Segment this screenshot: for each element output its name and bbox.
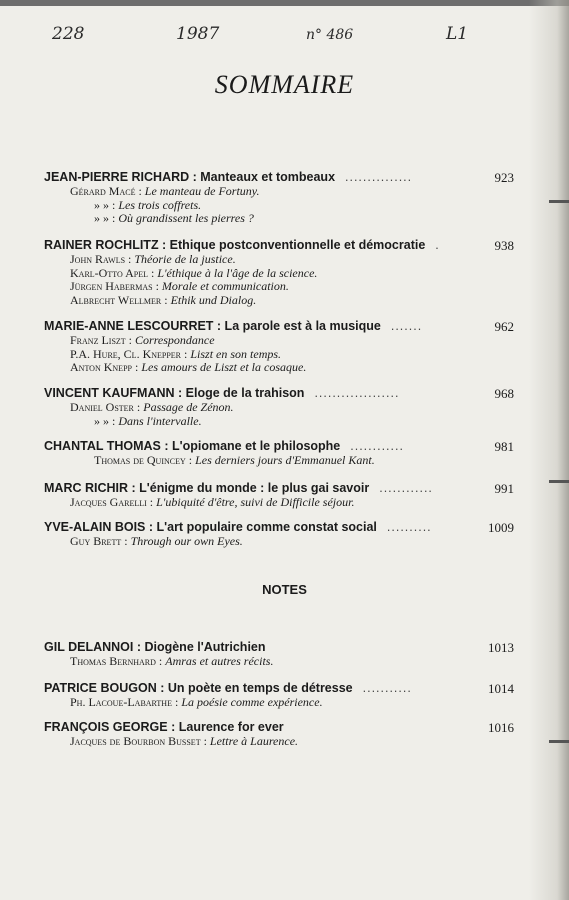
reviewed-work: Les trois coffrets. <box>118 197 202 212</box>
reviewed-author: » » <box>94 197 109 212</box>
entry-heading: PATRICE BOUGON : Un poète en temps de détresse <box>44 681 353 695</box>
binding-thread <box>549 200 569 203</box>
reviewed-author: Albrecht Wellmer <box>70 292 162 307</box>
reviewed-author: P.A. Hure, Cl. Knepper <box>70 346 182 361</box>
leader-dots: ................... <box>314 386 400 400</box>
page-number: 981 <box>494 439 514 454</box>
leader-dots: ........... <box>362 681 412 695</box>
reviewed-work: Lettre à Laurence. <box>209 734 299 748</box>
reviewed-author: Jacques Garelli <box>70 495 147 509</box>
handwritten-issue: n° 486 <box>306 27 354 43</box>
reviewed-work: Ethik und Dialog. <box>170 292 257 307</box>
handwritten-year: 1987 <box>176 24 220 44</box>
reviewed-author: Ph. Lacoue-Labarthe <box>70 695 172 709</box>
handwritten-ref: 228 <box>52 24 85 44</box>
leader-dots: ............ <box>350 439 404 453</box>
reviewed-author: Karl-Otto Apel <box>70 265 148 280</box>
reviewed-work: Les amours de Liszt et la cosaque. <box>141 360 307 374</box>
reviewed-author: Anton Knepp <box>70 360 132 374</box>
notes-entry: GIL DELANNOI : Diogène l'Autrichien 1013 Thomas Bernhard : Amras et autres récits. <box>44 640 514 668</box>
page-number: 991 <box>494 481 514 496</box>
binding-thread <box>549 740 569 743</box>
page-number: 938 <box>494 238 514 253</box>
leader-dots: ....... <box>390 319 423 333</box>
reviewed-author: Thomas de Quincey <box>94 453 186 467</box>
toc-entry: MARC RICHIR : L'énigme du monde : le plus gai savoir ............ 991 Jacques Garelli : L'ubiquité d'être, suivi de Difficile séjour. <box>44 481 514 509</box>
notes-entry: FRANÇOIS GEORGE : Laurence for ever 1016 Jacques de Bourbon Busset : Lettre à Laurence. <box>44 720 514 748</box>
page-number: 1013 <box>488 640 514 655</box>
toc-entry: CHANTAL THOMAS : L'opiomane et le philosophe ............ 981 Thomas de Quincey : Les derniers jours d'Emmanuel Kant. <box>44 439 514 467</box>
entry-heading: YVE-ALAIN BOIS : L'art populaire comme constat social <box>44 520 377 534</box>
notes-heading: NOTES <box>262 582 307 597</box>
entry-heading: MARIE-ANNE LESCOURRET : La parole est à la musique <box>44 319 381 333</box>
reviewed-work: Le manteau de Fortuny. <box>144 184 260 198</box>
reviewed-author: Jürgen Habermas <box>70 279 153 293</box>
reviewed-author: Franz Liszt <box>70 333 126 347</box>
page-number: 962 <box>494 319 514 334</box>
page-number: 1009 <box>488 520 514 535</box>
binding-thread <box>549 480 569 483</box>
page-number: 1014 <box>488 681 514 696</box>
page-number: 968 <box>494 386 514 401</box>
toc-entry: VINCENT KAUFMANN : Eloge de la trahison ................... 968 Daniel Oster : Passage de Zénon. » » : Dans l'intervalle. <box>44 386 514 428</box>
reviewed-work: La poésie comme expérience. <box>181 695 323 709</box>
reviewed-work: Passage de Zénon. <box>143 400 234 414</box>
entry-heading: JEAN-PIERRE RICHARD : Manteaux et tombeaux <box>44 170 336 184</box>
reviewed-author: John Rawls <box>70 252 126 266</box>
toc-entry: MARIE-ANNE LESCOURRET : La parole est à la musique ....... 962 Franz Liszt : Correspondance P.A. Hure, Cl. Knepper : Liszt en son temps. Anton Knepp : Les amours de Liszt et la cosaque. <box>44 319 514 374</box>
entry-heading: GIL DELANNOI : Diogène l'Autrichien <box>44 640 266 654</box>
leader-dots: .......... <box>386 520 432 534</box>
reviewed-work: Amras et autres récits. <box>165 654 274 668</box>
reviewed-author: Jacques de Bourbon Busset <box>70 734 201 748</box>
page-number: 1016 <box>488 720 514 735</box>
leader-dots: ............ <box>379 481 433 495</box>
entry-heading: MARC RICHIR : L'énigme du monde : le plus gai savoir <box>44 481 370 495</box>
reviewed-author: » » <box>94 211 109 225</box>
scan-top-edge <box>0 0 569 6</box>
leader-dots: ............... <box>345 170 413 184</box>
reviewed-work: L'ubiquité d'être, suivi de Difficile séjour. <box>156 495 355 509</box>
reviewed-author: » » <box>94 413 109 428</box>
reviewed-author: Guy Brett <box>70 534 122 548</box>
reviewed-work: Morale et communication. <box>161 279 289 293</box>
toc-entry: RAINER ROCHLITZ : Ethique postconventionnelle et démocratie . 938 John Rawls : Théorie de la justice. Karl-Otto Apel : L'éthique à la l'âge de la science. Jürgen Habermas : Morale et communication. Albrecht Wellmer : Ethik und Dialog. <box>44 238 514 307</box>
reviewed-work: Les derniers jours d'Emmanuel Kant. <box>195 453 375 467</box>
reviewed-work: Où grandissent les pierres ? <box>118 211 254 225</box>
entry-heading: RAINER ROCHLITZ : Ethique postconventionnelle et démocratie <box>44 238 426 252</box>
reviewed-work: Correspondance <box>135 333 215 347</box>
entry-heading: FRANÇOIS GEORGE : Laurence for ever <box>44 720 284 734</box>
leader-dots: . <box>435 238 440 252</box>
page-title: SOMMAIRE <box>214 70 355 99</box>
reviewed-work: Dans l'intervalle. <box>118 413 202 428</box>
reviewed-work: L'éthique à la l'âge de la science. <box>157 265 318 280</box>
toc-entry: JEAN-PIERRE RICHARD : Manteaux et tombeaux ............... 923 Gérard Macé : Le manteau de Fortuny. » » : Les trois coffrets. » » : Où grandissent les pierres ? <box>44 170 514 225</box>
reviewed-work: Liszt en son temps. <box>190 346 282 361</box>
reviewed-author: Gérard Macé <box>70 184 136 198</box>
reviewed-author: Thomas Bernhard <box>70 654 156 668</box>
page-binding-shadow <box>529 0 569 900</box>
reviewed-work: Through our own Eyes. <box>130 534 243 548</box>
entry-heading: VINCENT KAUFMANN : Eloge de la trahison <box>44 386 305 400</box>
entry-heading: CHANTAL THOMAS : L'opiomane et le philosophe <box>44 439 341 453</box>
reviewed-work: Théorie de la justice. <box>134 252 236 266</box>
handwritten-mark: L1 <box>446 24 469 44</box>
toc-entry: YVE-ALAIN BOIS : L'art populaire comme constat social .......... 1009 Guy Brett : Through our own Eyes. <box>44 520 514 548</box>
reviewed-author: Daniel Oster <box>70 400 134 414</box>
page-number: 923 <box>494 170 514 185</box>
notes-entry: PATRICE BOUGON : Un poète en temps de détresse ........... 1014 Ph. Lacoue-Labarthe : La poésie comme expérience. <box>44 681 514 709</box>
